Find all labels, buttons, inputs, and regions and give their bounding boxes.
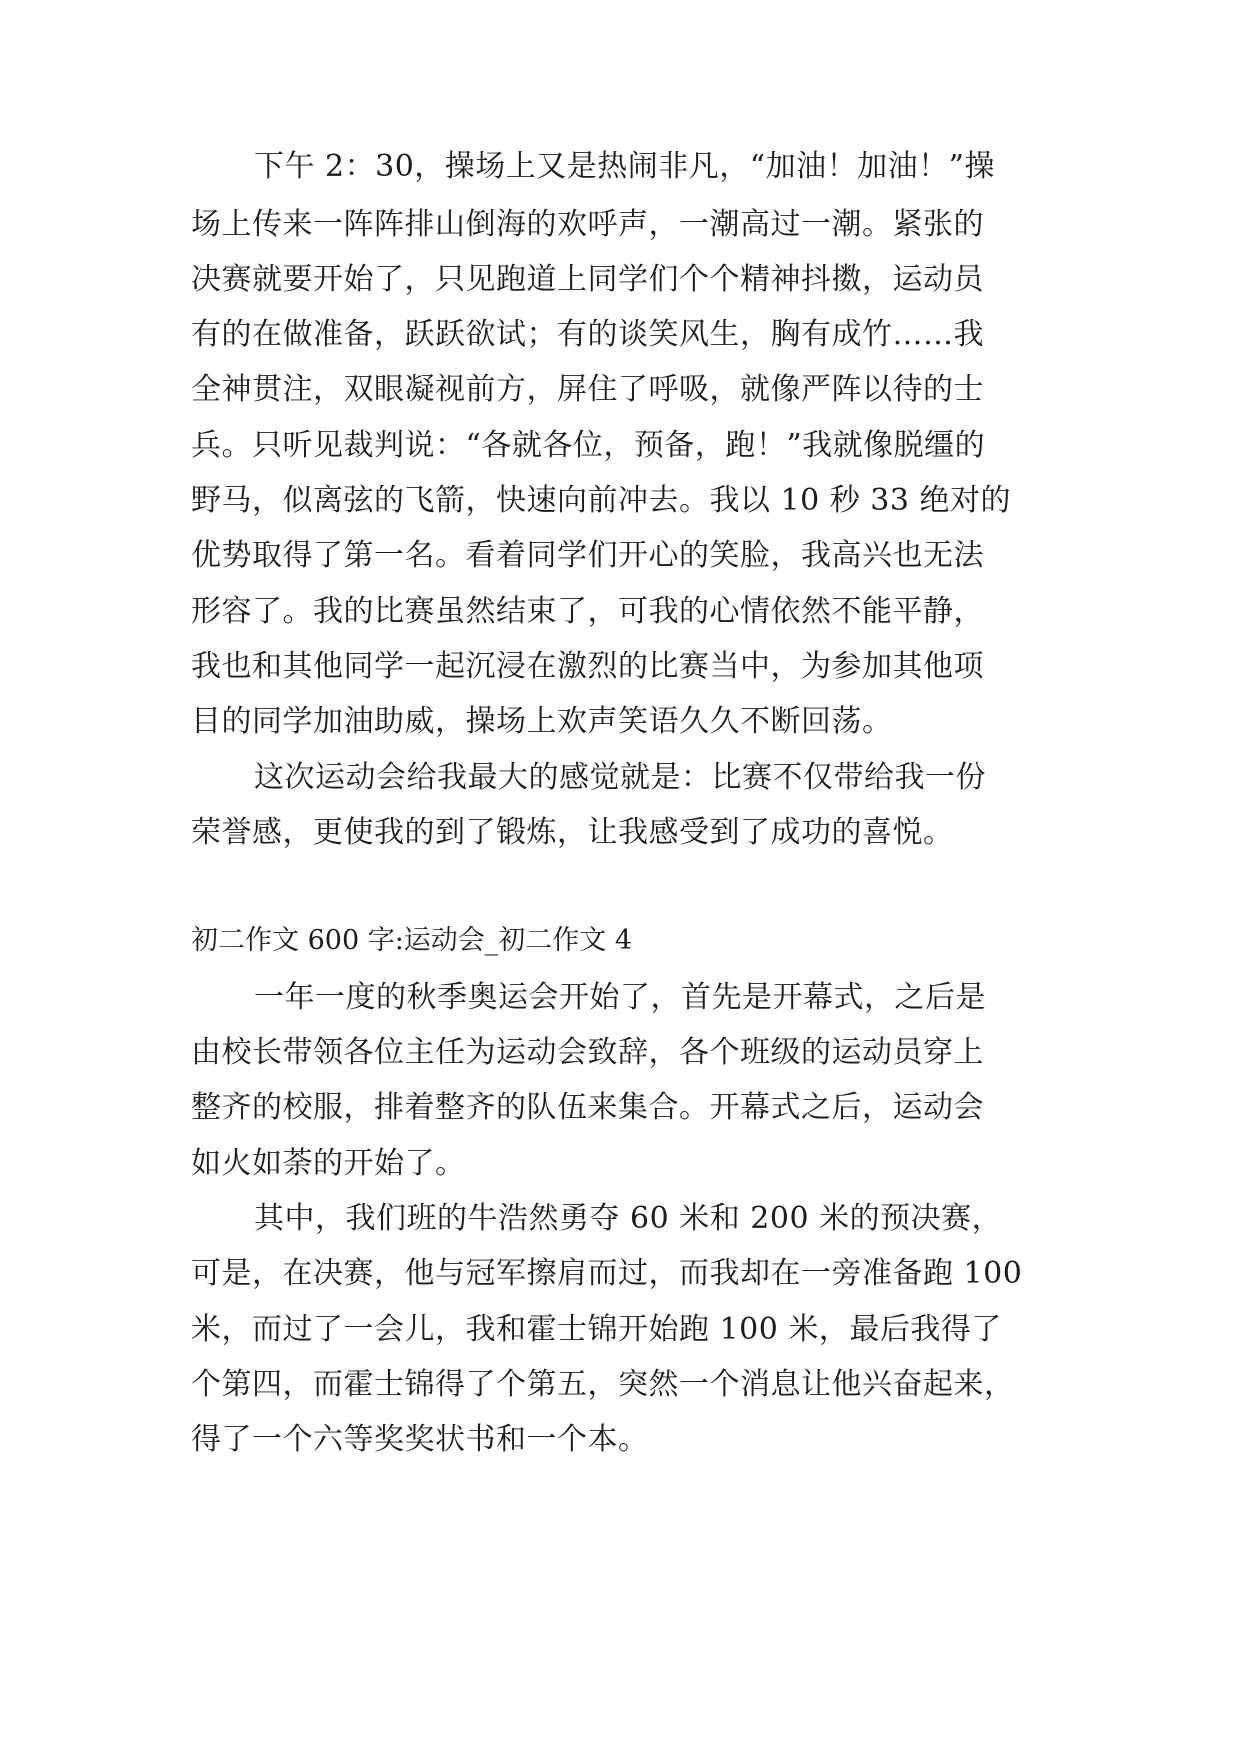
paragraph-1-line-10: 我也和其他同学一起沉浸在激烈的比赛当中，为参加其他项 bbox=[191, 649, 984, 684]
paragraph-1-line-1: 下午 2：30，操场上又是热闹非凡，“加油！加油！”操 bbox=[254, 149, 995, 184]
paragraph-1-line-2: 场上传来一阵阵排山倒海的欢呼声，一潮高过一潮。紧张的 bbox=[191, 207, 984, 242]
section-paragraph-2-line-3: 米，而过了一会儿，我和霍士锦开始跑 100 米，最后我得了 bbox=[191, 1312, 1002, 1347]
section-paragraph-1-line-4: 如火如荼的开始了。 bbox=[191, 1146, 466, 1181]
section-paragraph-2-line-5: 得了一个六等奖奖状书和一个本。 bbox=[191, 1422, 649, 1457]
section-paragraph-1-line-3: 整齐的校服，排着整齐的队伍来集合。开幕式之后，运动会 bbox=[191, 1090, 984, 1125]
paragraph-1-line-4: 有的在做准备，跃跃欲试；有的谈笑风生，胸有成竹……我 bbox=[191, 317, 984, 352]
paragraph-1-line-11: 目的同学加油助威，操场上欢声笑语久久不断回荡。 bbox=[191, 704, 893, 739]
paragraph-1-line-7: 野马，似离弦的飞箭，快速向前冲去。我以 10 秒 33 绝对的 bbox=[191, 483, 1011, 518]
section-paragraph-1-line-1: 一年一度的秋季奥运会开始了，首先是开幕式，之后是 bbox=[254, 980, 986, 1015]
paragraph-1-line-3: 决赛就要开始了，只见跑道上同学们个个精神抖擞，运动员 bbox=[191, 262, 984, 297]
paragraph-2-line-1: 这次运动会给我最大的感觉就是：比赛不仅带给我一份 bbox=[254, 760, 986, 795]
paragraph-1-line-5: 全神贯注，双眼凝视前方，屏住了呼吸，就像严阵以待的士 bbox=[191, 372, 984, 407]
section-title: 初二作文 600 字:运动会_初二作文 4 bbox=[191, 925, 633, 956]
section-paragraph-2-line-2: 可是，在决赛，他与冠军擦肩而过，而我却在一旁准备跑 100 bbox=[191, 1256, 1023, 1291]
section-paragraph-1-line-2: 由校长带领各位主任为运动会致辞，各个班级的运动员穿上 bbox=[191, 1035, 984, 1070]
section-paragraph-2-line-4: 个第四，而霍士锦得了个第五，突然一个消息让他兴奋起来， bbox=[191, 1367, 1015, 1402]
section-paragraph-2-line-1: 其中，我们班的牛浩然勇夺 60 米和 200 米的预决赛， bbox=[254, 1201, 1003, 1236]
paragraph-2-line-2: 荣誉感，更使我的到了锻炼，让我感受到了成功的喜悦。 bbox=[191, 815, 954, 850]
paragraph-1-line-6: 兵。只听见裁判说：“各就各位，预备，跑！”我就像脱缰的 bbox=[191, 428, 986, 463]
paragraph-1-line-8: 优势取得了第一名。看着同学们开心的笑脸，我高兴也无法 bbox=[191, 538, 984, 573]
paragraph-1-line-9: 形容了。我的比赛虽然结束了，可我的心情依然不能平静， bbox=[191, 594, 984, 629]
